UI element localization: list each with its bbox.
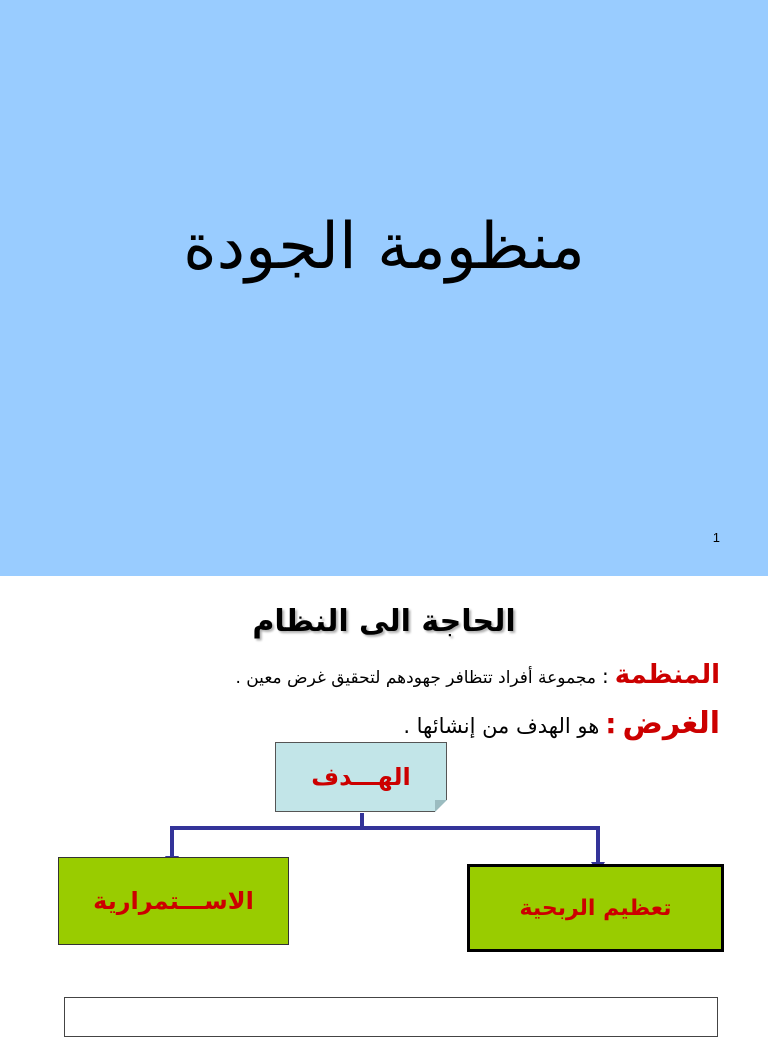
profit-maximization-label: تعظيم الربحية [519,895,672,921]
connector-left [172,813,362,858]
purpose-definition: هو الهدف من إنشائها . [403,714,600,738]
continuity-box [58,857,289,945]
slide-2-title: الحاجة الى النظام [252,604,516,639]
bottom-frame [64,997,718,1037]
connector-right [362,828,598,864]
slide-2 [0,576,768,1024]
purpose-term: الغرض [622,706,720,741]
profit-maximization-box [467,864,724,952]
goal-label: الهـــدف [311,763,411,791]
organization-term: المنظمة [614,660,720,690]
purpose-colon: : [605,707,617,740]
organization-definition: مجموعة أفراد تتظافر جهودهم لتحقيق غرض معين . [235,668,596,688]
organization-colon: : [602,664,609,688]
folded-corner-icon [435,800,447,812]
slide-1-title: منظومة الجودة [183,210,585,284]
goal-box [275,742,447,812]
continuity-label: الاســـتمرارية [93,887,254,915]
page-number: 1 [712,530,720,545]
